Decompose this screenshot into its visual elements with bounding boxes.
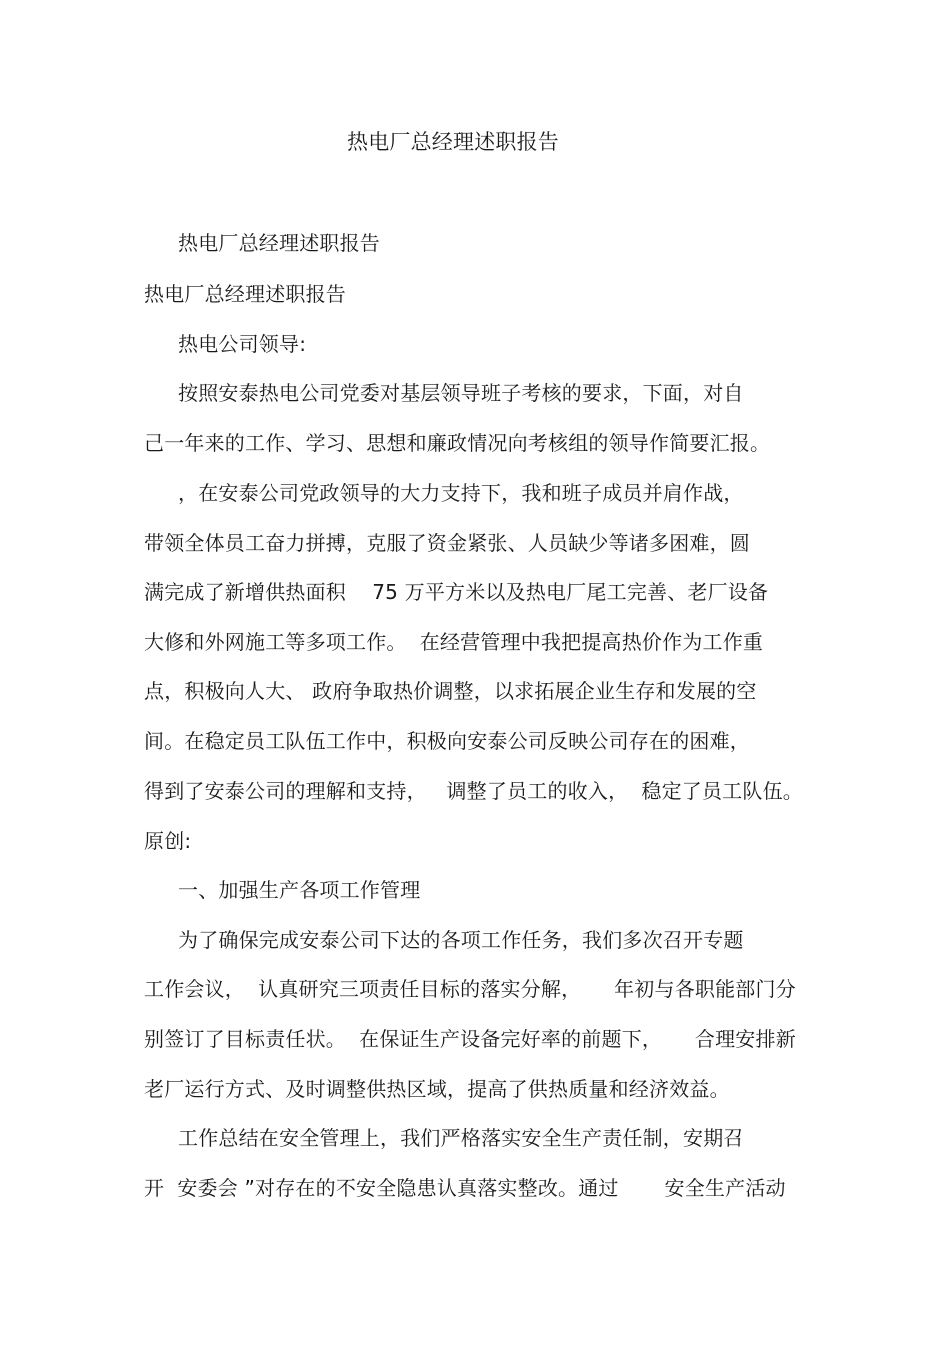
paragraph-line: 己一年来的工作、学习、思想和廉政情况向考核组的领导作简要汇报。 (144, 431, 771, 455)
paragraph-line: 老厂运行方式、及时调整供热区域，提高了供热质量和经济效益。 (144, 1077, 730, 1101)
paragraph-line: 为了确保完成安泰公司下达的各项工作任务，我们多次召开专题 (178, 928, 744, 952)
section-heading: 一、加强生产各项工作管理 (178, 878, 421, 902)
paragraph-line: ，在安泰公司党政领导的大力支持下，我和班子成员并肩作战， (178, 481, 744, 505)
paragraph-line: 带领全体员工奋力拼搏，克服了资金紧张、人员缺少等诸多困难，圆 (144, 531, 750, 555)
paragraph-line: 热电公司领导: (178, 332, 307, 356)
paragraph-line: 间。在稳定员工队伍工作中，积极向安泰公司反映公司存在的困难， (144, 729, 750, 753)
paragraph-line: 按照安泰热电公司党委对基层领导班子考核的要求，下面，对自 (178, 381, 744, 405)
paragraph-line: 别签订了目标责任状。 在保证生产设备完好率的前题下， 合理安排新 (144, 1027, 796, 1051)
paragraph-line: 得到了安泰公司的理解和支持， 调整了员工的收入， 稳定了员工队伍。 (144, 779, 803, 803)
paragraph-line: 原创: (144, 829, 192, 853)
paragraph-line: 开 安委会 ”对存在的不安全隐患认真落实整改。通过 安全生产活动 (144, 1176, 786, 1200)
paragraph-line: 热电厂总经理述职报告 (178, 231, 380, 255)
paragraph-line: 工作总结在安全管理上，我们严格落实安全生产责任制，安期召 (178, 1126, 744, 1150)
paragraph-line: 热电厂总经理述职报告 (144, 282, 346, 306)
document-title: 热电厂总经理述职报告 (347, 130, 559, 154)
paragraph-line: 工作会议， 认真研究三项责任目标的落实分解， 年初与各职能部门分 (144, 977, 796, 1001)
paragraph-line: 满完成了新增供热面积 75 万平方米以及热电厂尾工完善、老厂设备 (144, 580, 769, 604)
paragraph-line: 点，积极向人大、 政府争取热价调整，以求拓展企业生存和发展的空 (144, 679, 757, 703)
paragraph-line: 大修和外网施工等多项工作。 在经营管理中我把提高热价作为工作重 (144, 630, 764, 654)
